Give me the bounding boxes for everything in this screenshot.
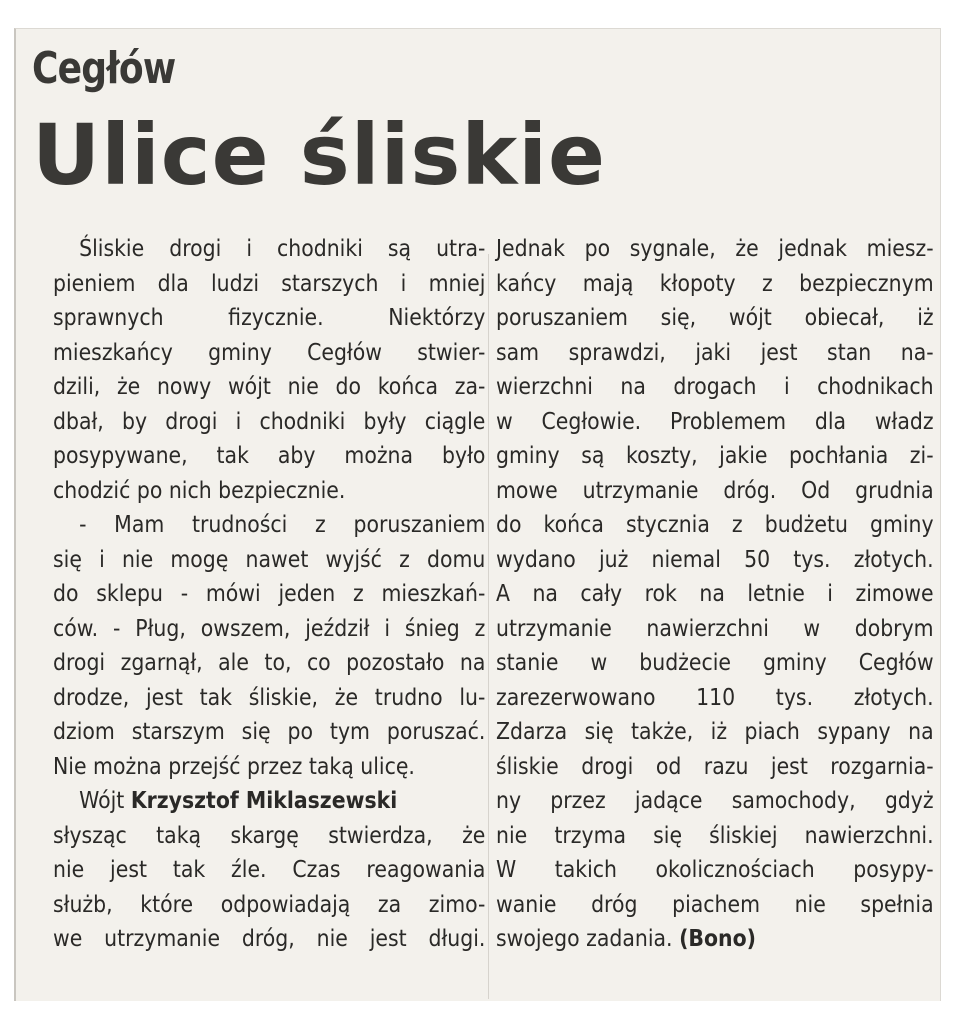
text-line: we utrzymanie dróg, nie jest długi. (53, 924, 486, 952)
text-line: W takich okolicznościach posypy- (496, 855, 934, 883)
text-run: Wójt (79, 786, 131, 814)
text-line: w Cegłowie. Problemem dla władz (496, 406, 934, 435)
text-line: dzili, że nowy wójt nie do końca za- (53, 372, 486, 400)
text-line: wanie dróg piachem nie spełnia (496, 889, 934, 918)
text-line: Śliskie drogi i chodniki są utra- (79, 234, 486, 262)
text-line: ców. - Pług, owszem, jeździł i śnieg z (53, 613, 486, 642)
text-line: służb, które odpowiadają za zimo- (53, 889, 486, 918)
mayor-name: Krzysztof Miklaszewski (130, 786, 398, 814)
article-column-right (496, 231, 934, 956)
text-line: Jednak po sygnale, że jednak miesz- (496, 234, 934, 262)
text-line: kańcy mają kłopoty z bezpiecznym (496, 268, 934, 297)
text-line: się i nie mogę nawet wyjść z domu (53, 544, 486, 573)
text-line: A na cały rok na letnie i zimowe (496, 579, 934, 607)
text-line: do sklepu - mówi jeden z mieszkań- (53, 579, 486, 607)
text-line: chodzić po nich bezpiecznie. (53, 475, 346, 504)
text-line: dziom starszym się po tym poruszać. (53, 717, 486, 745)
text-line: wierzchni na drogach i chodnikach (496, 372, 934, 400)
text-line: - Mam trudności z poruszaniem (79, 510, 486, 538)
text-line: utrzymanie nawierzchni w dobrym (496, 613, 934, 642)
text-line: dbał, by drogi i chodniki były ciągle (53, 406, 486, 435)
text-run: swojego zadania. (496, 924, 680, 952)
text-line: nie trzyma się śliskiej nawierzchni. (496, 820, 934, 849)
text-line (53, 783, 485, 818)
article-column-left (53, 231, 485, 956)
newspaper-clipping (14, 28, 941, 1001)
text-line: mieszkańcy gminy Cegłów stwier- (53, 337, 486, 366)
text-line: stanie w budżecie gminy Cegłów (496, 648, 934, 676)
text-line: sprawnych fizycznie. Niektórzy (53, 303, 486, 331)
column-divider (488, 254, 489, 999)
text-line: mowe utrzymanie dróg. Od grudnia (496, 475, 934, 504)
text-line: poruszaniem się, wójt obiecał, iż (496, 303, 934, 331)
article-headline: Ulice śliskie (32, 106, 607, 204)
text-line: Nie można przejść przez taką ulicę. (53, 751, 415, 780)
text-line: gminy są koszty, jakie pochłania zi- (496, 441, 934, 469)
text-line: sam sprawdzi, jaki jest stan na- (496, 337, 934, 366)
text-line: wydano już niemal 50 tys. złotych. (496, 544, 934, 573)
text-line: śliskie drogi od razu jest rozgarnia- (496, 751, 934, 780)
author-signature: (Bono) (679, 924, 756, 952)
article-location: Cegłów (32, 43, 176, 94)
text-line: drogi zgarnął, ale to, co pozostało na (53, 648, 486, 676)
text-line: drodze, jest tak śliskie, że trudno lu- (53, 682, 486, 711)
text-line (496, 921, 934, 956)
text-line: Zdarza się także, iż piach sypany na (496, 717, 934, 745)
text-line: posypywane, tak aby można było (53, 441, 486, 469)
text-line: zarezerwowano 110 tys. złotych. (496, 682, 934, 711)
text-line: pieniem dla ludzi starszych i mniej (53, 268, 486, 297)
text-line: ny przez jadące samochody, gdyż (496, 786, 934, 814)
text-line: do końca stycznia z budżetu gminy (496, 510, 934, 538)
text-line: nie jest tak źle. Czas reagowania (53, 855, 486, 883)
text-line: słysząc taką skargę stwierdza, że (53, 820, 486, 849)
